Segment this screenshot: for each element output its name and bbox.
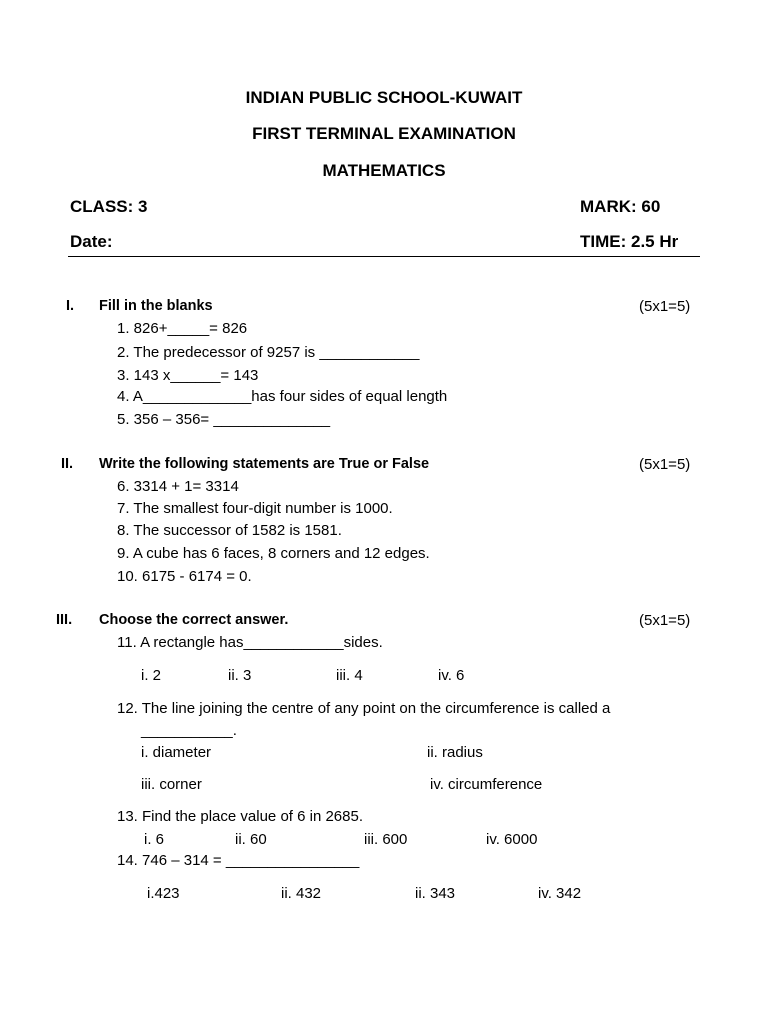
question-item: 3. 143 x______= 143 [117,367,259,384]
answer-option: iv. circumference [430,776,543,793]
section-marks: (5x1=5) [639,456,691,473]
answer-option: ii. 432 [281,885,322,902]
answer-option: ii. 3 [228,667,252,684]
question-item: 2. The predecessor of 9257 is ____________ [117,344,420,361]
question-item: 7. The smallest four-digit number is 1000. [117,500,393,517]
question-item: 1. 826+_____= 826 [117,320,248,337]
answer-option: i. 2 [141,667,162,684]
date-label: Date: [70,232,113,251]
section-marks: (5x1=5) [639,298,691,315]
exam-title: FIRST TERMINAL EXAMINATION [252,124,516,143]
answer-option: ii. 60 [235,831,267,848]
question-item: 6. 3314 + 1= 3314 [117,478,239,495]
answer-blank: ___________. [141,722,237,739]
section-number: I. [66,298,75,314]
section-title: Write the following statements are True or False [99,456,430,472]
answer-option: iii. 600 [364,831,408,848]
answer-option: iv. 6 [438,667,465,684]
subject-title: MATHEMATICS [322,161,446,180]
question-item: 12. The line joining the centre of any point on the circumference is called a [117,700,611,717]
section-title: Choose the correct answer. [99,612,289,628]
section-number: III. [56,612,73,628]
question-item: 8. The successor of 1582 is 1581. [117,522,342,539]
answer-option: iv. 342 [538,885,582,902]
answer-option: iv. 6000 [486,831,538,848]
question-item: 11. A rectangle has____________sides. [117,634,383,651]
school-name: INDIAN PUBLIC SCHOOL-KUWAIT [245,88,523,107]
time-label: TIME: 2.5 Hr [580,232,679,251]
header-divider [68,256,700,257]
answer-option: ii. 343 [415,885,456,902]
answer-option: i. diameter [141,744,212,761]
section-marks: (5x1=5) [639,612,691,629]
question-item: 4. A_____________has four sides of equal length [117,388,448,405]
class-label: CLASS: 3 [70,197,148,216]
question-item: 9. A cube has 6 faces, 8 corners and 12 edges. [117,545,430,562]
section-title: Fill in the blanks [99,298,213,314]
question-item: 5. 356 – 356= ______________ [117,411,331,428]
question-item: 13. Find the place value of 6 in 2685. [117,808,364,825]
question-item: 14. 746 – 314 = ________________ [117,852,360,869]
answer-option: ii. radius [427,744,483,761]
answer-option: iii. corner [141,776,202,793]
answer-option: iii. 4 [336,667,363,684]
mark-label: MARK: 60 [580,197,661,216]
answer-option: i.423 [147,885,180,902]
answer-option: i. 6 [144,831,165,848]
section-number: II. [61,456,74,472]
question-item: 10. 6175 - 6174 = 0. [117,568,252,585]
